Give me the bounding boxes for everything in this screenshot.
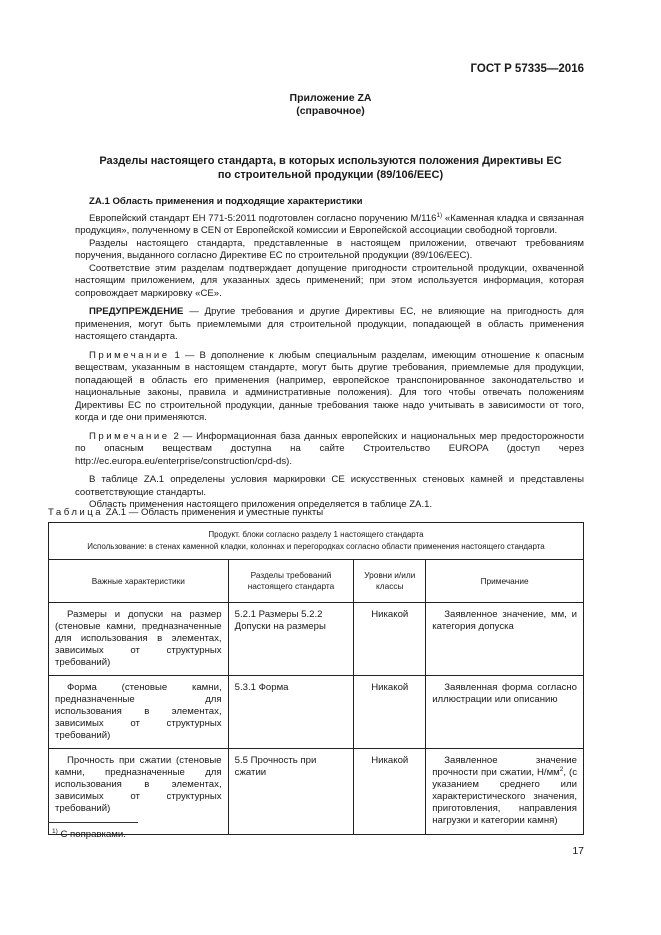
table-row [49, 676, 584, 749]
paragraph-4: В таблице ZA.1 определены условия маркировки CE искусственных стеновых камней и представлены соответствующие стандарты. [75, 474, 584, 498]
header-characteristics: Важные характеристики [49, 560, 229, 603]
footnote-ref: 1) [436, 211, 443, 219]
header-sections: Разделы требований настоящего стандарта [228, 560, 354, 603]
cell-note: Заявленная форма согласно иллюстрации или описанию [426, 676, 584, 749]
cell-level: Никакой [354, 676, 426, 749]
cell-note-text-a: Заявленное значение прочности при сжатии, Н/мм [432, 755, 577, 778]
table-caption-text: ZA.1 — Область применения и уместные пункты [103, 507, 324, 518]
footnote-divider [48, 822, 138, 823]
table-row [49, 603, 584, 676]
annex-body [75, 196, 584, 512]
cell-sections: 5.5 Прочность при сжатии [228, 749, 354, 835]
cell-level: Никакой [354, 749, 426, 835]
cell-characteristic: Размеры и допуски на размер (стеновые камни, предназначенные для использования в элементах, зависимых от структурных требований) [49, 603, 229, 676]
section-title [0, 154, 661, 182]
table-product-cell [49, 523, 584, 560]
cell-characteristic: Форма (стеновые камни, предназначенные для использования в элементах, зависимых от структурных требований) [49, 676, 229, 749]
paragraph-5: Область применения настоящего приложения определяется в таблице ZA.1. [89, 499, 433, 510]
header-levels: Уровни и/или классы [354, 560, 426, 603]
note-1-text: 1 — В дополнение к любым специальным разделам, имеющим отношение к опасным веществам, указанным в настоящем стандарте, могут быть другие требования, приемлемые для продукции, попадающей в область его применения (например, европейское транспонированное законодательство и национальные законы, правила и административные положения). Для того чтобы отвечать положениям Директивы ЕС по строительной продукции, данные требования также надо учитывать в зависимости от того, когда и где они применяются. [75, 349, 584, 423]
footnote-mark: 1) [52, 827, 58, 835]
cell-sections: 5.3.1 Форма [228, 676, 354, 749]
cell-characteristic: Прочность при сжатии (стеновые камни, предназначенные для использования в элементах, зависимых от структурных требований) [49, 749, 229, 835]
annex-subtitle: (справочное) [296, 105, 365, 117]
warning-label: ПРЕДУПРЕЖДЕНИЕ [89, 306, 184, 317]
header-note: Примечание [426, 560, 584, 603]
document-id: ГОСТ Р 57335—2016 [470, 63, 584, 75]
cell-note-sup: 2 [559, 765, 564, 773]
paragraph-2: Разделы настоящего стандарта, представленные в настоящем приложении, отвечают требованиям поручения, выданного согласно Директиве ЕС по строительной продукции (89/106/EEC). [75, 237, 584, 261]
cell-note-text-b: , (с указанием среднего или характеристического значения, приготовления, направления нагрузки и категории камня) [432, 767, 578, 826]
cell-note [426, 749, 584, 835]
annex-heading [0, 92, 661, 118]
note-1-label: Примечание [89, 349, 170, 361]
cell-sections: 5.2.1 Размеры 5.2.2 Допуски на размеры [228, 603, 354, 676]
paragraph-1-text-a: Европейский стандарт ЕН 771-5:2011 подготовлен согласно поручению М/116 [89, 212, 437, 224]
note-2-text: 2 — Информационная база данных европейских и национальных мер предосторожности по опасным веществам доступна на сайте Строительство EUROPA (доступ через http://ec.europa.eu/enterprise/construction/cpd-ds). [75, 430, 584, 467]
cell-note: Заявленное значение, мм, и категория допуска [426, 603, 584, 676]
footnote [52, 829, 126, 840]
note-2-label: Примечание [89, 430, 170, 442]
warning-text: — Другие требования и другие Директивы ЕС, не влияющие на пригодность для применения, могут быть приемлемыми для строительной продукции, попадающей в область применения настоящего стандарта. [75, 306, 584, 342]
usage-line: Использование: в стенах каменной кладки, колоннах и перегородках согласно области применения настоящего стандарта [87, 542, 545, 551]
footnote-text: С поправками. [57, 829, 126, 840]
paragraph-1 [75, 213, 584, 238]
note-1 [75, 350, 584, 425]
note-2 [75, 431, 584, 469]
paragraph-1-text-b: «Каменная кладка и связанная продукция», полученному в CEN от Европейской комиссии и Европейской ассоциации свободной торговли. [75, 212, 584, 236]
cell-level: Никакой [354, 603, 426, 676]
scope-table [48, 522, 584, 835]
paragraph-3: Соответствие этим разделам подтверждает допущение пригодности строительной продукции, охваченной настоящим приложением, для указанных здесь применений; при этом используется информация, которая сопровождает маркировку «CE». [75, 262, 584, 299]
section-title-line2: по строительной продукции (89/106/EEC) [217, 169, 444, 181]
page-number: 17 [572, 845, 584, 857]
annex-title: Приложение ZA [289, 92, 372, 104]
warning [75, 306, 584, 344]
table-product-row [49, 523, 584, 560]
product-line: Продукт. блоки согласно разделу 1 настоящего стандарта [208, 530, 424, 539]
table-caption-label: Таблица [48, 507, 104, 518]
table-header-row [49, 560, 584, 603]
table-caption [48, 507, 323, 518]
section-title-line1: Разделы настоящего стандарта, в которых используются положения Директивы ЕС [99, 155, 562, 167]
za1-heading: ZA.1 Область применения и подходящие характеристики [89, 196, 363, 207]
